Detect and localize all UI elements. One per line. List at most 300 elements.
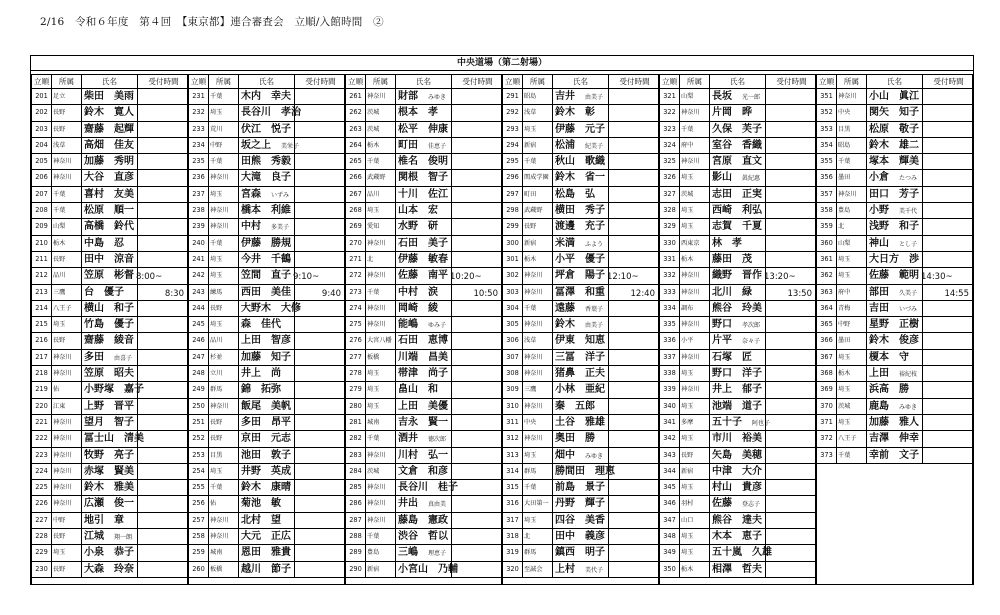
given-name: 雅人 — [899, 416, 919, 428]
given-name: 輝美 — [899, 156, 919, 168]
affiliation: 千葉 — [366, 285, 396, 300]
surname: 石塚 — [712, 351, 732, 363]
affiliation: 茨城 — [366, 122, 396, 137]
entry-number: 250 — [189, 399, 209, 414]
surname: 江城 — [84, 531, 104, 543]
given-name: 昂平 — [271, 416, 291, 428]
affiliation: 埼玉 — [837, 268, 867, 283]
participant-name — [82, 382, 144, 397]
participant-name — [553, 513, 609, 528]
given-name: 道子 — [742, 400, 762, 412]
given-name: 眞江 — [899, 91, 919, 102]
participant-name — [82, 350, 138, 365]
participant-name — [82, 236, 138, 251]
table-row — [32, 268, 187, 284]
affiliation: 長野 — [52, 529, 82, 544]
entry-number: 344 — [660, 464, 680, 479]
participant-name — [867, 154, 923, 169]
given-name: 雅雄 — [585, 416, 605, 428]
table-row — [817, 448, 972, 464]
entry-number: 308 — [503, 366, 523, 381]
surname: 十川 — [398, 188, 418, 200]
reception-time-cell — [295, 89, 346, 104]
surname: 横田 — [555, 205, 575, 217]
reception-time-cell — [609, 105, 660, 120]
entry-number: 281 — [346, 415, 366, 430]
surname: 伊東 — [555, 335, 575, 347]
reception-time-cell — [923, 170, 974, 185]
affiliation: 茨城 — [366, 464, 396, 479]
participant-name — [239, 203, 295, 218]
table-row — [189, 122, 344, 138]
reception-time-cell — [609, 464, 660, 479]
reception-time-cell — [138, 399, 189, 414]
entry-number: 328 — [660, 203, 680, 218]
reception-time-cell — [452, 513, 503, 528]
given-name: 正実 — [742, 188, 762, 200]
given-name: 孝治 — [281, 107, 301, 119]
surname: 横山 — [84, 302, 104, 314]
entry-number: 301 — [503, 252, 523, 267]
table-row — [189, 480, 344, 496]
entry-number: 242 — [189, 268, 209, 283]
entry-number: 255 — [189, 480, 209, 495]
entry-number: 297 — [503, 187, 523, 202]
entry-number: 353 — [817, 122, 837, 137]
affiliation: 栃木 — [52, 236, 82, 251]
reception-time-cell — [452, 415, 503, 430]
given-name: 直彦 — [114, 172, 134, 184]
surname: 鈴木 — [869, 139, 889, 151]
participant-name — [553, 105, 609, 120]
participant-name — [239, 154, 295, 169]
table-row — [32, 252, 187, 268]
entry-number: 229 — [32, 545, 52, 560]
table-row — [660, 219, 815, 235]
affiliation: 町田 — [523, 187, 553, 202]
surname: 笠間 — [241, 270, 261, 282]
participant-name — [396, 285, 452, 300]
affiliation: 長野 — [680, 448, 710, 463]
given-name: 昭夫 — [114, 368, 134, 380]
affiliation: 埼玉 — [366, 203, 396, 218]
table-row — [503, 105, 658, 121]
reception-time-cell — [923, 219, 974, 234]
affiliation: 神奈川 — [366, 317, 396, 332]
affiliation: 府中 — [837, 285, 867, 300]
participant-name — [710, 480, 766, 495]
entry-number: 220 — [32, 399, 52, 414]
entry-number: 262 — [346, 105, 366, 120]
entry-number: 276 — [346, 333, 366, 348]
given-name: みゆき — [585, 452, 604, 460]
given-name: 義彦 — [585, 531, 605, 543]
reception-time-cell — [766, 464, 817, 479]
surname: 石田 — [398, 335, 418, 347]
table-row — [32, 170, 187, 186]
participant-name — [710, 366, 766, 381]
given-name: 美帆 — [271, 400, 291, 412]
entry-number: 235 — [189, 154, 209, 169]
participant-name — [396, 187, 452, 202]
affiliation: 新宿 — [680, 464, 710, 479]
participant-name — [710, 415, 771, 430]
affiliation: 昭島 — [837, 138, 867, 153]
surname: 小山 — [869, 91, 889, 102]
given-name: 洋子 — [585, 351, 605, 363]
participant-name — [553, 366, 609, 381]
participant-name — [239, 170, 295, 185]
given-name: 恵子 — [742, 531, 762, 543]
given-name: 達夫 — [742, 514, 762, 526]
participant-name — [239, 333, 295, 348]
entry-number: 309 — [503, 382, 523, 397]
table-row — [660, 301, 815, 317]
given-name: 孝 — [428, 107, 438, 119]
table-row — [346, 529, 501, 545]
participant-name — [553, 219, 609, 234]
reception-time-cell — [452, 89, 503, 104]
reception-time-cell — [138, 529, 189, 544]
rows-container — [346, 89, 501, 578]
reception-time-start: 13:20~ — [764, 272, 796, 283]
affiliation: 埼玉 — [680, 170, 710, 185]
participant-name — [239, 529, 295, 544]
affiliation: 中央 — [837, 105, 867, 120]
reception-time-cell — [295, 545, 346, 560]
given-name: 悦子 — [271, 123, 291, 135]
participant-name — [710, 105, 766, 120]
reception-time-cell — [295, 480, 346, 495]
surname: 牧野 — [84, 449, 104, 461]
participant-name — [239, 236, 295, 251]
participant-name — [82, 268, 138, 283]
entry-number: 253 — [189, 448, 209, 463]
reception-time-cell — [295, 529, 346, 544]
reception-time-cell — [609, 366, 660, 381]
entry-number: 278 — [346, 366, 366, 381]
table-row — [503, 219, 658, 235]
reception-time-cell — [609, 333, 660, 348]
reception-time-cell — [766, 513, 817, 528]
given-name: 由美子 — [585, 322, 604, 330]
participant-name — [396, 317, 452, 332]
table-row — [189, 464, 344, 480]
entry-number: 240 — [189, 236, 209, 251]
participant-name — [396, 154, 452, 169]
column-header-row — [346, 75, 501, 89]
table-row — [817, 170, 972, 186]
entry-number: 326 — [660, 170, 680, 185]
affiliation: 千葉 — [837, 448, 867, 463]
entry-number: 343 — [660, 448, 680, 463]
entry-number: 360 — [817, 236, 837, 251]
given-name: 充子 — [585, 221, 605, 233]
table-row — [32, 203, 187, 219]
participant-name — [867, 415, 923, 430]
affiliation: 板橋 — [366, 350, 396, 365]
table-row — [32, 431, 187, 447]
entry-number: 219 — [32, 382, 52, 397]
affiliation: 八王子 — [52, 301, 82, 316]
entry-number: 347 — [660, 513, 680, 528]
surname: 影山 — [712, 172, 732, 184]
reception-time-cell — [766, 317, 817, 332]
reception-time-cell — [923, 187, 974, 202]
given-name: 陽子 — [585, 270, 605, 282]
affiliation: 千葉 — [52, 187, 82, 202]
reception-time-cell — [766, 529, 817, 544]
table-row — [346, 138, 501, 154]
participant-name — [239, 89, 295, 104]
given-name: 紀美子 — [585, 142, 604, 150]
entry-number: 273 — [346, 285, 366, 300]
surname: 五十子 — [712, 416, 742, 428]
participant-name — [867, 268, 923, 283]
reception-time-cell — [766, 219, 817, 234]
surname: 佐藤 — [398, 270, 418, 282]
affiliation: 山梨 — [680, 89, 710, 104]
entry-number: 263 — [346, 122, 366, 137]
surname: 伊藤 — [398, 253, 418, 265]
entry-number: 341 — [660, 415, 680, 430]
participant-name — [553, 464, 615, 479]
entry-number: 365 — [817, 317, 837, 332]
affiliation: 神奈川 — [52, 170, 82, 185]
table-row — [660, 480, 815, 496]
affiliation: 神奈川 — [366, 448, 396, 463]
participant-name — [553, 415, 609, 430]
entry-number: 204 — [32, 138, 52, 153]
participant-name — [396, 89, 452, 104]
table-row — [346, 105, 501, 121]
table-row — [817, 350, 972, 366]
entry-number: 349 — [660, 545, 680, 560]
affiliation: 千葉 — [523, 154, 553, 169]
surname: 上田 — [869, 368, 889, 380]
surname: 前島 — [555, 482, 575, 494]
table-row — [32, 317, 187, 333]
surname: 市川 — [712, 433, 732, 445]
affiliation: 埼玉 — [680, 480, 710, 495]
given-name: 文子 — [899, 449, 919, 461]
table-row — [346, 219, 501, 235]
surname: 大野木 — [241, 302, 271, 314]
given-name: 洋子 — [742, 368, 762, 380]
affiliation: 神奈川 — [523, 350, 553, 365]
reception-time-cell — [138, 187, 189, 202]
table-row — [346, 89, 501, 105]
entry-number: 217 — [32, 350, 52, 365]
participant-name — [239, 382, 295, 397]
entry-number: 373 — [817, 448, 837, 463]
given-name: 秀毅 — [271, 156, 291, 168]
affiliation: 長野 — [209, 301, 239, 316]
table-row — [817, 333, 972, 349]
entry-number: 371 — [817, 415, 837, 430]
entry-number: 339 — [660, 382, 680, 397]
affiliation: 愛知 — [366, 219, 396, 234]
surname: 町田 — [398, 139, 418, 151]
participant-name — [710, 399, 766, 414]
surname: 松原 — [84, 205, 104, 217]
affiliation: 埼玉 — [209, 105, 239, 120]
affiliation: 埼玉 — [680, 529, 710, 544]
given-name: みゆき — [428, 94, 447, 101]
given-name: 秀子 — [585, 205, 605, 217]
table-row — [189, 105, 344, 121]
surname: 中島 — [84, 237, 104, 249]
table-row — [660, 138, 815, 154]
affiliation: 神奈川 — [680, 105, 710, 120]
affiliation: 立川 — [209, 366, 239, 381]
surname: 伏江 — [241, 123, 261, 135]
surname: 大元 — [241, 531, 261, 543]
surname: 吉田 — [869, 302, 889, 314]
affiliation: 多摩 — [680, 415, 710, 430]
given-name: 南平 — [428, 270, 448, 282]
entry-number: 213 — [32, 285, 52, 300]
reception-time-cell — [295, 448, 346, 463]
surname: 久保 — [712, 123, 732, 135]
header-time: 受付時間 — [462, 77, 493, 86]
table-row — [189, 89, 344, 105]
participant-name — [396, 236, 452, 251]
reception-time-cell — [766, 252, 817, 267]
participant-name — [239, 545, 295, 560]
entry-number: 243 — [189, 285, 209, 300]
reception-time-cell — [923, 203, 974, 218]
given-name: 昌美 — [428, 351, 448, 363]
table-row — [817, 236, 972, 252]
reception-time-cell — [923, 399, 974, 414]
table-row — [817, 252, 972, 268]
reception-time-cell — [766, 138, 817, 153]
participant-name — [867, 170, 923, 185]
entry-number: 225 — [32, 480, 52, 495]
entry-number: 305 — [503, 317, 523, 332]
reception-time-cell — [452, 431, 503, 446]
given-name: とし子 — [899, 240, 918, 248]
table-row — [503, 170, 658, 186]
table-row — [32, 464, 187, 480]
participant-name — [553, 317, 609, 332]
given-name: 徳次郎 — [428, 436, 447, 444]
table-row — [817, 415, 972, 431]
reception-time-cell — [295, 350, 346, 365]
participant-name — [553, 399, 609, 414]
participant-name — [710, 350, 766, 365]
entry-number: 271 — [346, 252, 366, 267]
entry-number: 275 — [346, 317, 366, 332]
participant-name — [710, 513, 766, 528]
table-row — [503, 529, 658, 545]
entry-number: 333 — [660, 285, 680, 300]
table-row — [660, 529, 815, 545]
entry-number: 369 — [817, 382, 837, 397]
given-name: 玲奈 — [114, 563, 134, 575]
given-name: 真由美 — [428, 501, 447, 509]
reception-time-cell — [609, 236, 660, 251]
affiliation: 府中 — [680, 138, 710, 153]
participant-name — [396, 496, 452, 511]
given-name: 郁子 — [742, 384, 762, 396]
affiliation: 神奈川 — [52, 154, 82, 169]
affiliation: 昭島 — [523, 89, 553, 104]
given-name: 寛人 — [114, 107, 134, 119]
reception-time-cell — [766, 203, 817, 218]
participant-name — [867, 187, 923, 202]
reception-time-cell — [138, 415, 189, 430]
reception-time-cell — [609, 382, 660, 397]
affiliation: 羽村 — [680, 496, 710, 511]
participant-name — [553, 122, 609, 137]
surname: 井野 — [241, 465, 261, 477]
table-row — [503, 382, 658, 398]
affiliation: 山口 — [680, 513, 710, 528]
affiliation: 浅草 — [52, 138, 82, 153]
table-row — [346, 480, 501, 496]
participant-name — [82, 415, 138, 430]
table-row — [346, 366, 501, 382]
given-name: 佳友 — [114, 139, 134, 151]
table-row — [660, 399, 815, 415]
reception-time-cell — [295, 496, 346, 511]
affiliation: 城南 — [209, 545, 239, 560]
reception-time-cell — [295, 562, 346, 577]
affiliation: 練馬 — [209, 285, 239, 300]
given-name: 省一 — [585, 172, 605, 184]
table-row — [346, 301, 501, 317]
reception-time-cell — [766, 350, 817, 365]
surname: 加藤 — [241, 351, 261, 363]
given-name: 宏 — [428, 205, 438, 217]
affiliation: 新宿 — [523, 236, 553, 251]
entry-number: 227 — [32, 513, 52, 528]
reception-time-cell — [766, 415, 817, 430]
surname: 喜村 — [84, 188, 104, 200]
table-row — [503, 301, 658, 317]
given-name: 英成 — [271, 465, 291, 477]
surname: 矢島 — [712, 449, 732, 461]
entry-number: 287 — [346, 513, 366, 528]
table-row — [503, 187, 658, 203]
given-name: 理恵 — [595, 465, 615, 477]
rows-container — [660, 89, 815, 578]
entry-number: 290 — [346, 562, 366, 577]
participant-name — [82, 105, 138, 120]
table-row — [346, 333, 501, 349]
given-name: 智子 — [114, 416, 134, 428]
table-row — [660, 513, 815, 529]
reception-time-end: 13:50 — [787, 288, 812, 299]
table-row — [660, 105, 815, 121]
given-name: 秀明 — [114, 156, 134, 168]
time-group-4 — [502, 74, 659, 585]
reception-time-cell — [295, 399, 346, 414]
reception-time-cell — [138, 89, 189, 104]
entry-number: 237 — [189, 187, 209, 202]
given-name: 翔一朗 — [114, 534, 133, 542]
entry-number: 358 — [817, 203, 837, 218]
reception-time-cell — [609, 219, 660, 234]
entry-number: 340 — [660, 399, 680, 414]
affiliation: 神奈川 — [52, 431, 82, 446]
given-name: 良子 — [271, 172, 291, 184]
entry-number: 354 — [817, 138, 837, 153]
affiliation: 神奈川 — [52, 350, 82, 365]
given-name: 雄二 — [899, 139, 919, 151]
